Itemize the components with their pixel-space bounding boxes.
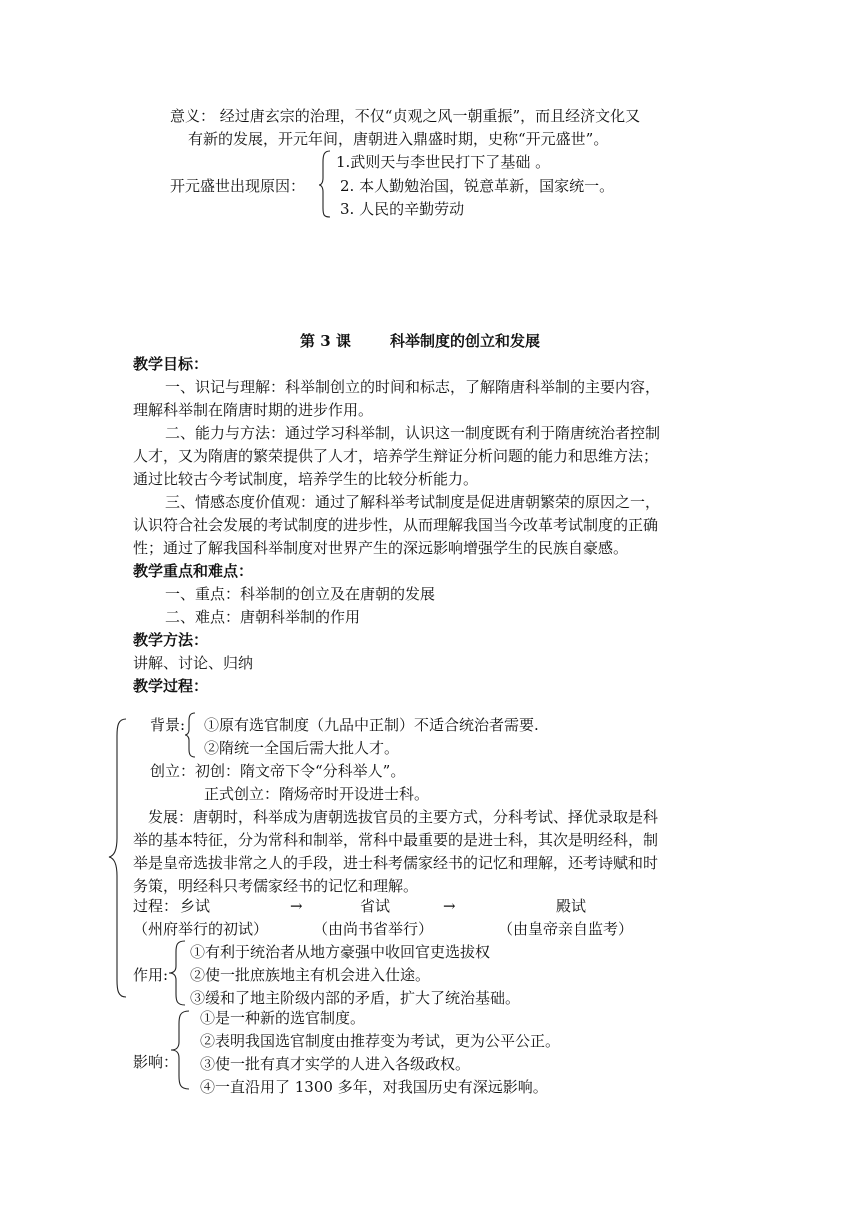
effect-item-1: ①有利于统治者从地方豪强中收回官吏选拔权 <box>190 943 491 961</box>
methods-heading: 教学方法： <box>133 631 209 649</box>
reason-item-2: 2. 本人勤勉治国，锐意革新，国家统一。 <box>340 177 615 195</box>
goal-1-line-1: 一、识记与理解：科举制创立的时间和标志，了解隋唐科举制的主要内容， <box>165 378 661 396</box>
flow-step-1: 乡试 <box>180 897 211 915</box>
meaning-line-2: 有新的发展，开元年间，唐朝进入鼎盛时期，史称“开元盛世”。 <box>188 130 609 148</box>
goal-3-line-3: 性；通过了解我国科举制度对世界产生的深远影响增强学生的民族自豪感。 <box>133 539 629 557</box>
keypoints-heading: 教学重点和难点： <box>133 562 254 580</box>
reasons-label: 开元盛世出现原因： <box>170 177 306 195</box>
effect-item-2: ②使一批庶族地主有机会进入仕途。 <box>190 966 431 984</box>
development-line-3: 举是皇帝选拔非常之人的手段，进士科考儒家经书的记忆和理解，还考诗赋和时 <box>133 854 659 872</box>
development-line-4: 务策，明经科只考儒家经书的记忆和理解。 <box>133 877 419 895</box>
influence-item-1: ①是一种新的选官制度。 <box>200 1009 366 1027</box>
background-brace <box>184 712 198 758</box>
development-line-2: 举的基本特征，分为常科和制举，常科中最重要的是进士科，其次是明经科，制 <box>133 831 659 849</box>
flow-label: 过程： <box>133 897 179 915</box>
flow-arrow-1: → <box>290 897 303 915</box>
goals-heading: 教学目标： <box>133 355 209 373</box>
meaning-line-1: 意义： 经过唐玄宗的治理，不仅“贞观之风一朝重振”，而且经济文化又 <box>170 107 641 125</box>
goal-3-line-1: 三、情感态度价值观：通过了解科举考试制度是促进唐朝繁荣的原因之一， <box>165 493 661 511</box>
founding-line-1: 创立：初创：隋文帝下令“分科举人”。 <box>150 762 406 780</box>
goal-3-line-2: 认识符合社会发展的考试制度的进步性，从而理解我国当今改革考试制度的正确 <box>133 516 659 534</box>
effect-brace <box>168 940 188 1006</box>
reason-item-3: 3. 人民的辛勤劳动 <box>340 200 465 218</box>
goal-2-line-3: 通过比较古今考试制度，培养学生的比较分析能力。 <box>133 470 479 488</box>
background-item-2: ②隋统一全国后需大批人才。 <box>204 739 400 757</box>
flow-step-3: 殿试 <box>556 897 587 915</box>
flow-note-2: （由尚书省举行） <box>313 920 434 938</box>
keypoint-1: 一、重点：科举制的创立及在唐朝的发展 <box>165 585 436 603</box>
process-brace <box>108 718 132 998</box>
goal-2-line-1: 二、能力与方法：通过学习科举制，认识这一制度既有利于隋唐统治者控制 <box>165 424 661 442</box>
influence-label: 影响： <box>133 1053 179 1071</box>
process-heading: 教学过程： <box>133 677 209 695</box>
lesson-title: 科举制度的创立和发展 <box>390 332 541 350</box>
lesson-number: 第 3 课 <box>300 332 351 350</box>
flow-note-3: （由皇帝亲自监考） <box>498 920 634 938</box>
keypoint-2: 二、难点：唐朝科举制的作用 <box>165 608 361 626</box>
flow-note-1: （州府举行的初试） <box>133 920 269 938</box>
reasons-brace <box>318 150 334 218</box>
reason-item-1: 1.武则天与李世民打下了基础 。 <box>336 153 551 171</box>
influence-item-3: ③使一批有真才实学的人进入各级政权。 <box>200 1055 471 1073</box>
effect-label: 作用: <box>133 966 169 984</box>
goal-1-line-2: 理解科举制在隋唐时期的进步作用。 <box>133 401 374 419</box>
flow-step-2: 省试 <box>360 897 391 915</box>
background-label: 背景: <box>150 716 186 734</box>
founding-line-2: 正式创立：隋炀帝时开设进士科。 <box>204 785 430 803</box>
effect-item-3: ③缓和了地主阶级内部的矛盾，扩大了统治基础。 <box>190 989 521 1007</box>
influence-item-2: ②表明我国选官制度由推荐变为考试，更为公平公正。 <box>200 1032 561 1050</box>
flow-arrow-2: → <box>443 897 456 915</box>
development-line-1: 发展：唐朝时，科举成为唐朝选拔官员的主要方式，分科考试、择优录取是科 <box>148 808 659 826</box>
influence-item-4: ④一直沿用了 1300 多年，对我国历史有深远影响。 <box>200 1078 548 1096</box>
influence-brace <box>170 1010 192 1090</box>
background-item-1: ①原有选官制度（九品中正制）不适合统治者需要. <box>204 716 539 734</box>
methods-text: 讲解、讨论、归纳 <box>133 654 254 672</box>
goal-2-line-2: 人才，又为隋唐的繁荣提供了人才，培养学生辩证分析问题的能力和思维方法； <box>133 447 659 465</box>
